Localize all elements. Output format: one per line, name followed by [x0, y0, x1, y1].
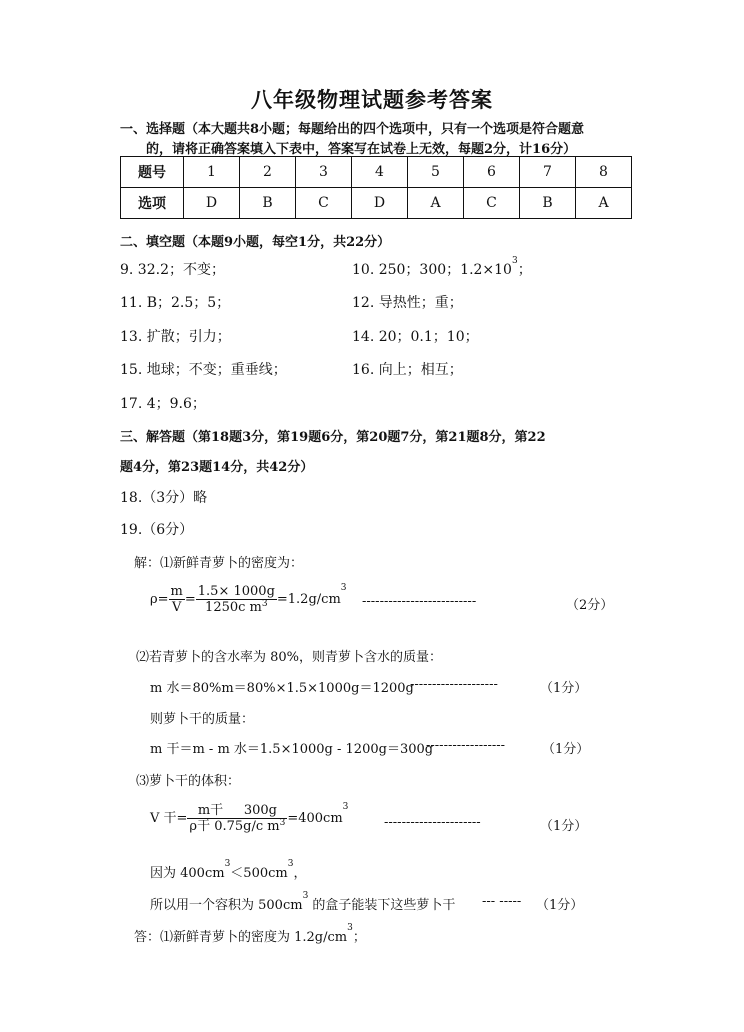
density-dashes: --------------------------	[362, 594, 477, 609]
answer-q16: 16. 向上；相互；	[352, 362, 463, 378]
table-cell: B	[240, 188, 296, 219]
table-cell: 8	[576, 157, 632, 188]
table-header-cell: 选项	[121, 188, 184, 219]
section2-heading: 二、填空题（本题9小题，每空1分，共22分）	[120, 235, 391, 250]
water-mass-score: （1分）	[540, 681, 588, 696]
conclusion-line: 所以用一个容积为 $500cm^3$ 的盒子能装下这些萝卜干	[150, 891, 456, 913]
volume-formula: V 干= $\frac{\text{m干 300g}}{\rho 干 0.75g/c m^3}$ $=400cm^3$	[150, 802, 349, 834]
table-cell: C	[464, 188, 520, 219]
table-cell: 1	[184, 157, 240, 188]
conclusion-dashes: --- -----	[482, 894, 522, 909]
volume-dashes: ----------------------	[384, 815, 481, 830]
part2-intro: ⑵若青萝卜的含水率为 80%，则青萝卜含水的质量：	[136, 650, 443, 665]
table-cell: 3	[296, 157, 352, 188]
table-cell: 4	[352, 157, 408, 188]
density-score: （2分）	[566, 598, 614, 613]
page-title: 八年级物理试题参考答案	[251, 88, 493, 112]
dry-mass-intro: 则萝卜干的质量：	[150, 712, 255, 727]
section3-heading-line1: 三、解答题（第18题3分，第19题6分，第20题7分，第21题8分，第22	[120, 430, 546, 445]
section1-heading-line1: 一、选择题（本大题共8小题；每题给出的四个选项中，只有一个选项是符合题意	[120, 122, 585, 137]
answer-q11: 11. B；2.5；5；	[120, 295, 231, 311]
part3-intro: ⑶萝卜干的体积：	[136, 774, 241, 789]
dry-mass-dashes: ------------------	[426, 738, 506, 753]
answer-q19: 19.（6分）	[120, 522, 194, 538]
table-cell: D	[184, 188, 240, 219]
table-cell: 7	[520, 157, 576, 188]
answer-q15: 15. 地球；不变；重垂线；	[120, 362, 287, 378]
water-mass-dashes: --------------------	[410, 677, 498, 692]
because-line: 因为 $400cm^3<500cm^3$，	[150, 859, 307, 881]
answer-q10: 10. 250；300；$1.2\times 10^3$；	[352, 256, 532, 278]
table-cell: A	[408, 188, 464, 219]
answer-q14: 14. 20；0.1；10；	[352, 329, 479, 345]
answer-q9: 9. 32.2；不变；	[120, 262, 225, 278]
table-cell: C	[296, 188, 352, 219]
section3-heading-line2: 题4分，第23题14分，共42分）	[120, 460, 314, 475]
answer-q12: 12. 导热性；重；	[352, 295, 463, 311]
volume-score: （1分）	[540, 819, 588, 834]
table-cell: 6	[464, 157, 520, 188]
table-cell: D	[352, 188, 408, 219]
table-row-answers	[121, 188, 632, 219]
final-answer: 答：⑴新鲜青萝卜的密度为 $1.2g/cm^3$；	[134, 923, 366, 945]
answer-q18: 18.（3分）略	[120, 490, 208, 506]
table-row-numbers	[121, 157, 632, 188]
answer-q13: 13. 扩散；引力；	[120, 329, 231, 345]
dry-mass-score: （1分）	[542, 742, 590, 757]
answer-table	[120, 156, 632, 219]
conclusion-score: （1分）	[536, 898, 584, 913]
solution-intro: 解：⑴新鲜青萝卜的密度为：	[134, 556, 304, 571]
dry-mass-equation: m 干＝m - m 水＝1.5×1000g - 1200g＝300g	[150, 742, 434, 757]
density-formula: ρ= $\frac{m}{V}$ = $\frac{1.5\times 1000g}{1250c m^3}$ $=1.2g/cm^3$	[150, 583, 347, 615]
water-mass-equation: m 水＝80%m＝80%×1.5×1000g＝1200g	[150, 681, 414, 696]
table-header-cell: 题号	[121, 157, 184, 188]
table-cell: 5	[408, 157, 464, 188]
answer-q17: 17. 4；9.6；	[120, 396, 206, 412]
table-cell: 2	[240, 157, 296, 188]
section1-heading-line2: 的，请将正确答案填入下表中，答案写在试卷上无效，每题2分，计16分）	[146, 142, 577, 157]
table-cell: B	[520, 188, 576, 219]
table-cell: A	[576, 188, 632, 219]
